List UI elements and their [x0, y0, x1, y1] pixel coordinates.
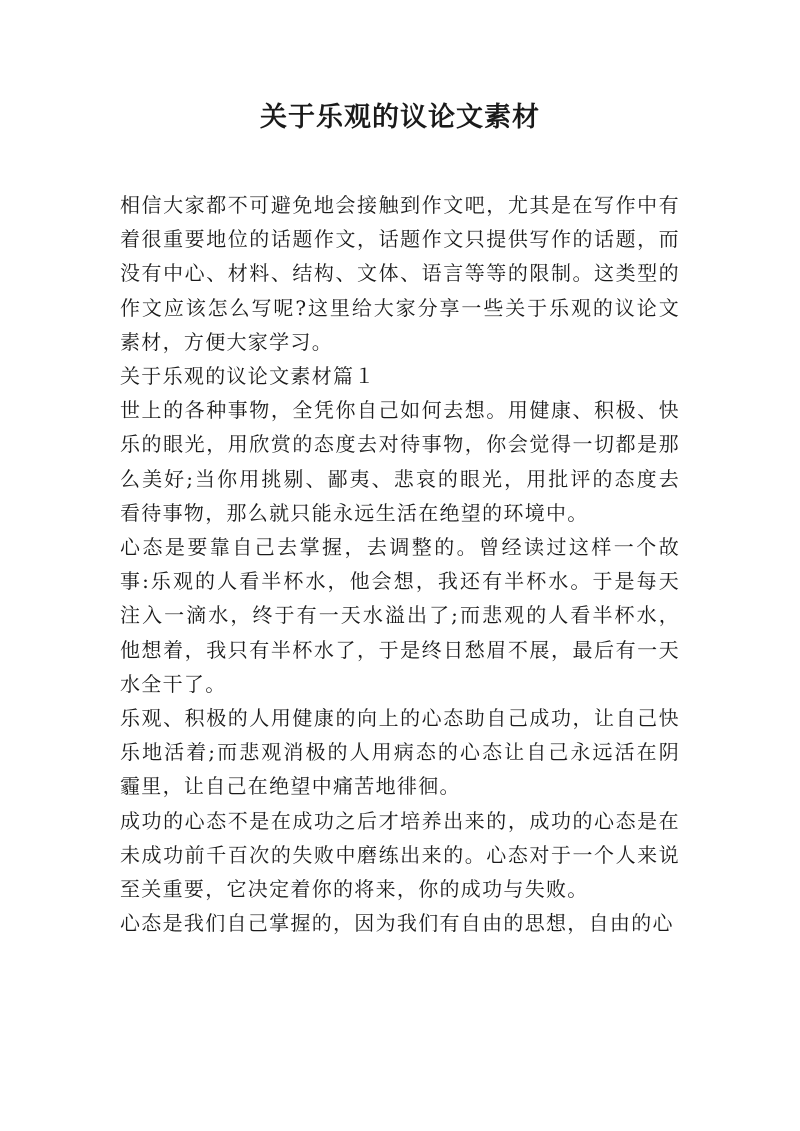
document-body: [120, 188, 680, 940]
body-paragraph: 心态是要靠自己去掌握，去调整的。曾经读过这样一个故事:乐观的人看半杯水，他会想，我还有半杯水。于是每天注入一滴水，终于有一天水溢出了;而悲观的人看半杯水，他想着，我只有半杯水了，于是终日愁眉不展，最后有一天水全干了。: [120, 535, 680, 696]
section-heading: 关于乐观的议论文素材篇１: [120, 364, 376, 389]
body-paragraph: 世上的各种事物，全凭你自己如何去想。用健康、积极、快乐的眼光，用欣赏的态度去对待事物，你会觉得一切都是那么美好;当你用挑剔、鄙夷、悲哀的眼光，用批评的态度去看待事物，那么就只能永远生活在绝望的环境中。: [120, 398, 680, 525]
document-title: 关于乐观的议论文素材: [260, 102, 540, 133]
body-paragraph: 乐观、积极的人用健康的向上的心态助自己成功，让自己快乐地活着;而悲观消极的人用病态的心态让自己永远活在阴霾里，让自己在绝望中痛苦地徘徊。: [120, 706, 680, 799]
intro-paragraph: 相信大家都不可避免地会接触到作文吧，尤其是在写作中有着很重要地位的话题作文，话题作文只提供写作的话题，而没有中心、材料、结构、文体、语言等等的限制。这类型的作文应该怎么写呢?这里给大家分享一些关于乐观的议论文素材，方便大家学习。: [120, 193, 680, 354]
body-paragraph: 心态是我们自己掌握的，因为我们有自由的思想，自由的心: [120, 911, 674, 936]
body-paragraph: 成功的心态不是在成功之后才培养出来的，成功的心态是在未成功前千百次的失败中磨练出来的。心态对于一个人来说至关重要，它决定着你的将来，你的成功与失败。: [120, 808, 680, 902]
